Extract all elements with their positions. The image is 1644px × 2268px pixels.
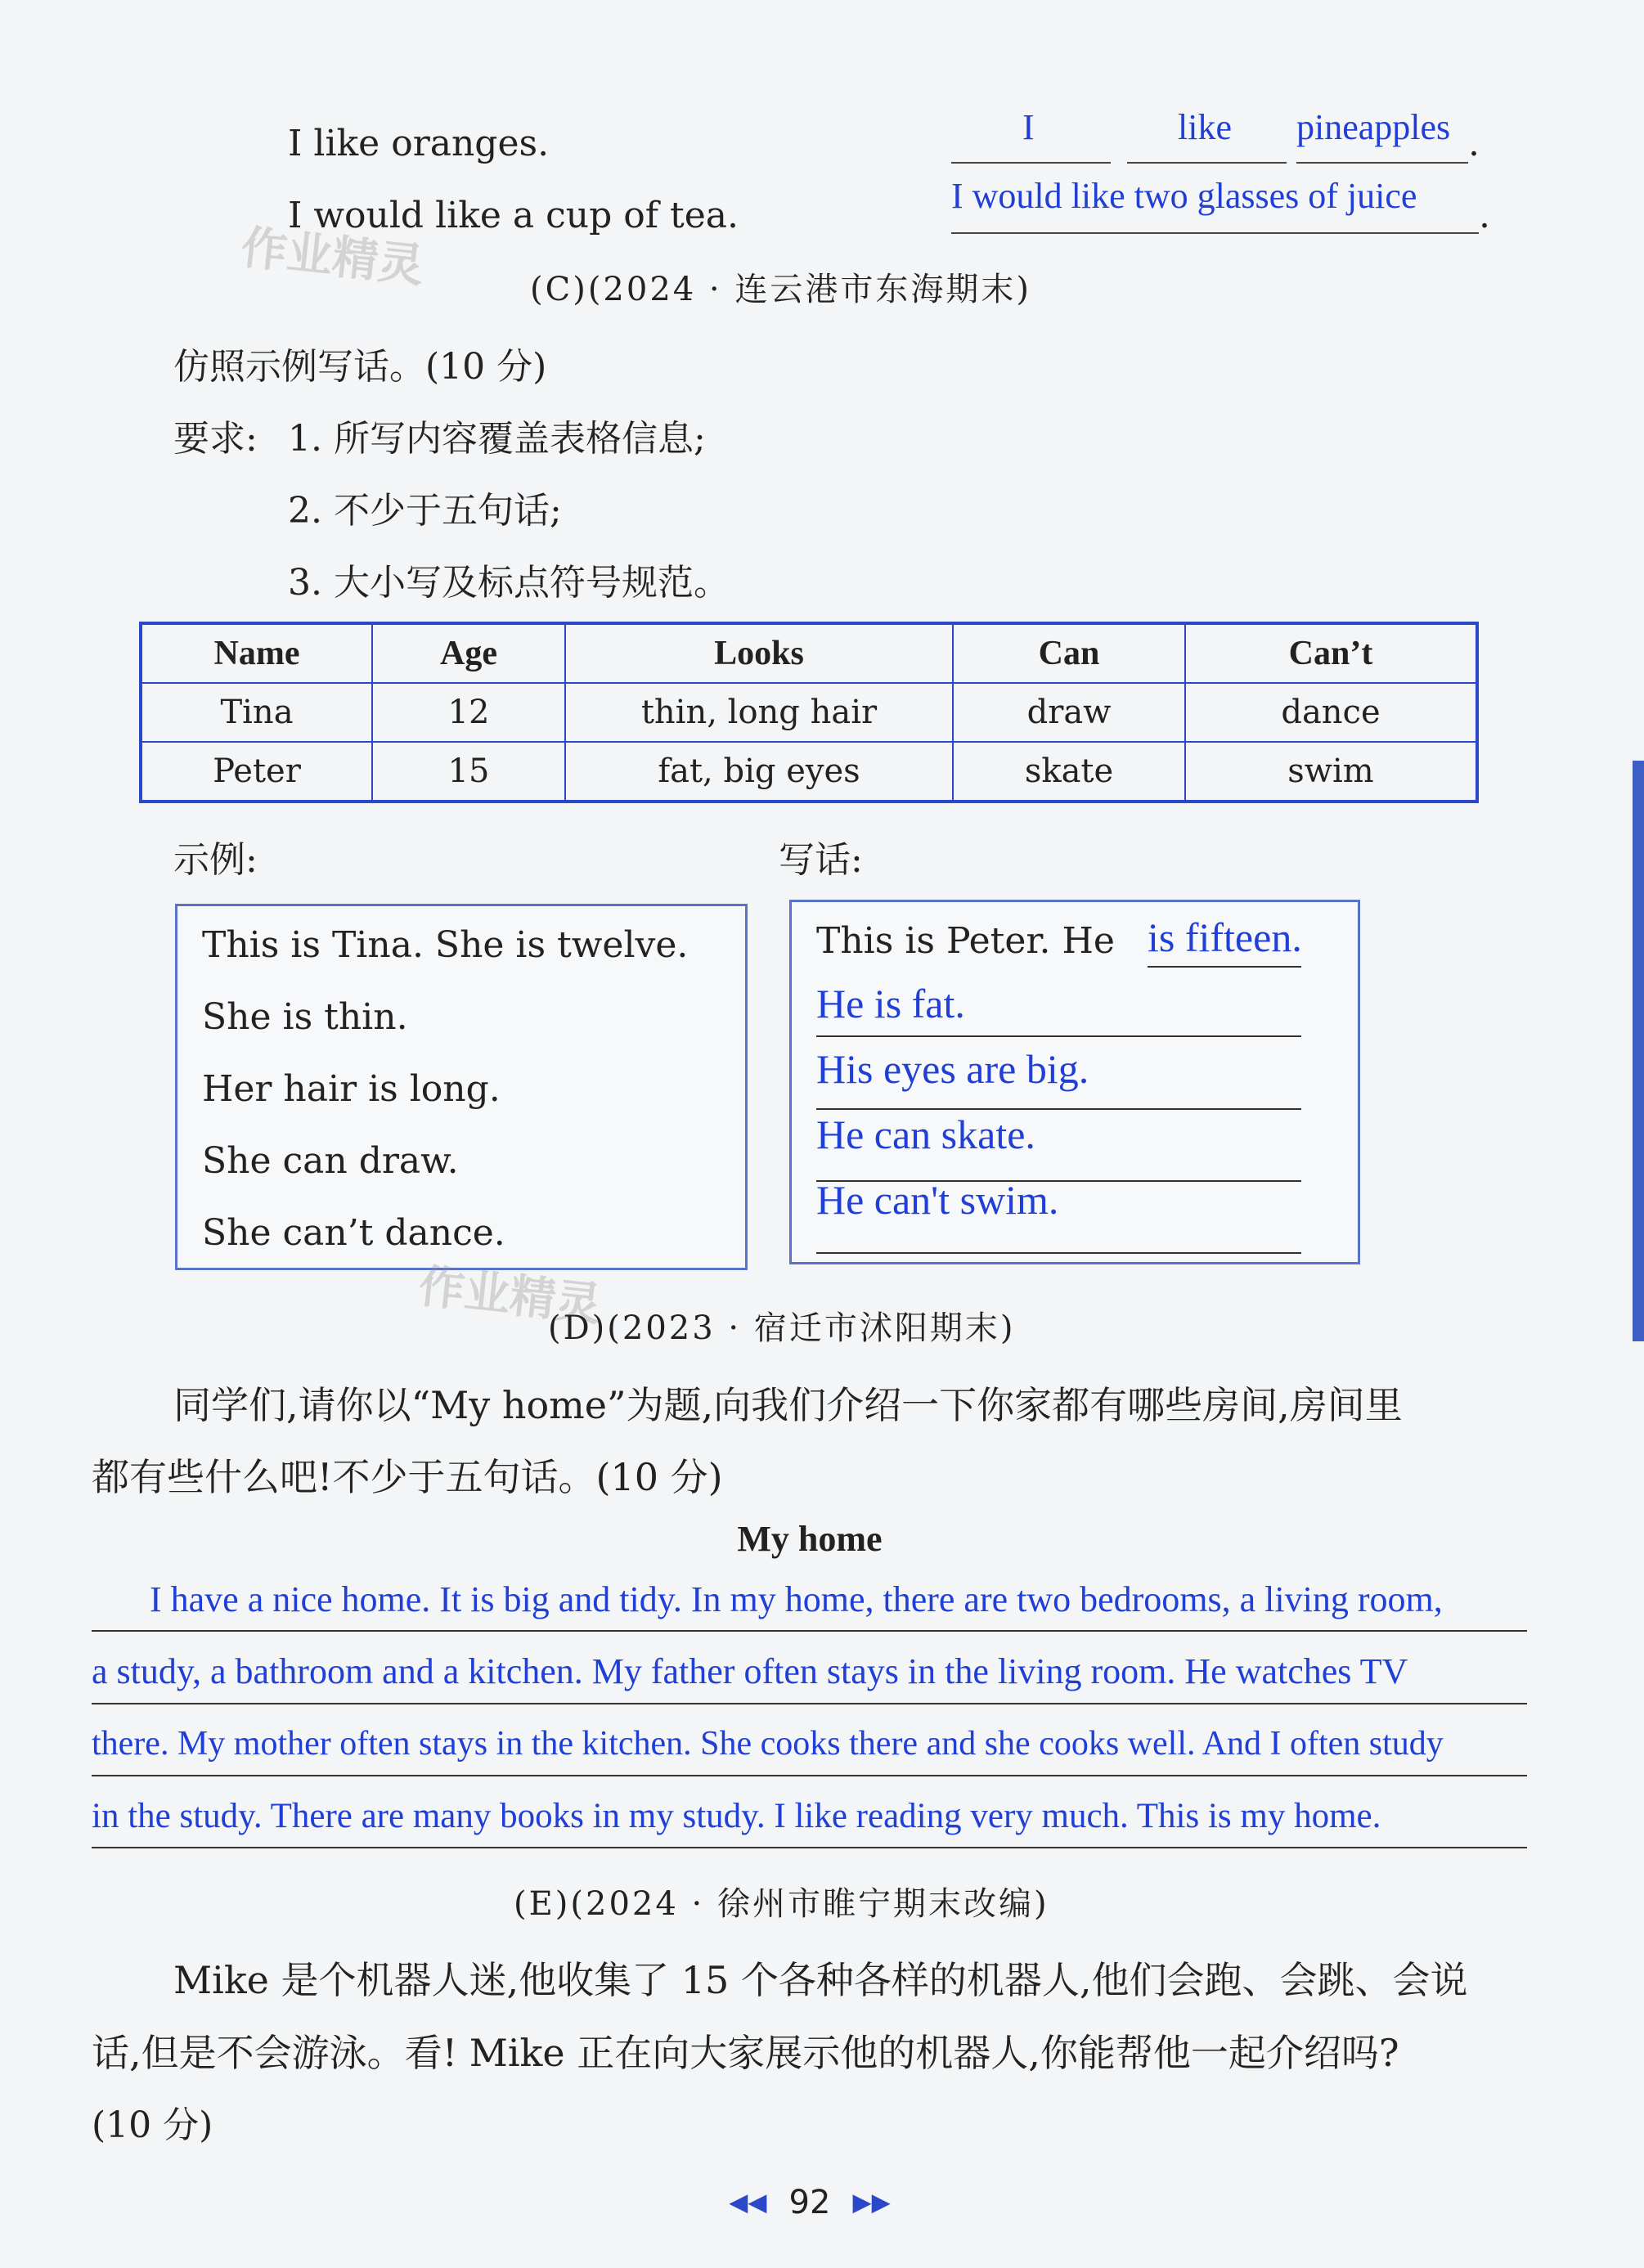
watermark: 作业精灵 — [238, 221, 427, 294]
cell: fat, big eyes — [565, 742, 953, 802]
cell: skate — [953, 742, 1185, 802]
blank-line — [951, 162, 1111, 164]
page-footer — [0, 2184, 1619, 2221]
section-e-line-3: (10 分) — [92, 2104, 213, 2146]
essay-rule — [92, 1703, 1527, 1704]
requirement-1: 1. 所写内容覆盖表格信息; — [288, 418, 706, 460]
essay-rule — [92, 1847, 1527, 1848]
writing-line — [816, 1035, 1301, 1037]
cell: dance — [1185, 683, 1477, 742]
section-e-line-2: 话,但是不会游泳。看! Mike 正在向大家展示他的机器人,你能帮他一起介绍吗? — [92, 2031, 1399, 2075]
table-row — [141, 742, 1477, 802]
watermark: 作业精灵 — [415, 1260, 604, 1332]
section-c-header: (C)(2024 · 连云港市东海期末) — [530, 271, 1031, 308]
period: . — [1479, 195, 1490, 236]
cell: 12 — [372, 683, 565, 742]
prompt-row2: I would like a cup of tea. — [288, 195, 739, 236]
header-looks: Looks — [565, 623, 953, 683]
table-row — [141, 683, 1477, 742]
essay-title: My home — [737, 1519, 883, 1559]
section-d-instruction-2: 都有些什么吧!不少于五句话。(10 分) — [92, 1455, 723, 1499]
header-cant: Can’t — [1185, 623, 1477, 683]
example-line: Her hair is long. — [202, 1068, 501, 1110]
header-age: Age — [372, 623, 565, 683]
blank-line — [1127, 162, 1287, 164]
cell: swim — [1185, 742, 1477, 802]
writing-answer: His eyes are big. — [816, 1046, 1089, 1092]
header-can: Can — [953, 623, 1185, 683]
cell: Tina — [141, 683, 372, 742]
essay-line: a study, a bathroom and a kitchen. My father often stays in the living room. He watches TV — [92, 1651, 1408, 1691]
requirement-2: 2. 不少于五句话; — [288, 490, 562, 532]
prev-arrows-icon: ◀◀ — [729, 2188, 767, 2217]
writing-label: 写话: — [779, 839, 863, 881]
answer-word-2: like — [1178, 107, 1232, 147]
edge-tab-bottom — [1633, 1014, 1644, 1341]
section-c-instruction: 仿照示例写话。(10 分) — [173, 346, 547, 388]
period: . — [1468, 123, 1480, 164]
example-label: 示例: — [173, 839, 258, 881]
answer-word-3: pineapples — [1296, 107, 1451, 147]
prompt-row1: I like oranges. — [288, 123, 550, 164]
cell: thin, long hair — [565, 683, 953, 742]
writing-answer: He can't swim. — [816, 1177, 1059, 1223]
example-line: She can draw. — [202, 1140, 459, 1182]
requirements-label: 要求: — [173, 418, 258, 460]
section-e-line-1: Mike 是个机器人迷,他收集了 15 个各种各样的机器人,他们会跑、会跳、会说 — [173, 1958, 1468, 2002]
writing-line — [1148, 966, 1301, 968]
answer-sentence: I would like two glasses of juice — [951, 176, 1417, 216]
writing-answer: He is fat. — [816, 981, 965, 1026]
essay-rule — [92, 1775, 1527, 1776]
essay-line: in the study. There are many books in my study. I like reading very much. This is my home. — [92, 1797, 1381, 1835]
cell: 15 — [372, 742, 565, 802]
section-d-header: (D)(2023 · 宿迁市沭阳期末) — [548, 1309, 1016, 1347]
writing-answer: He can skate. — [816, 1112, 1035, 1157]
essay-rule — [92, 1630, 1527, 1632]
blank-line — [1296, 162, 1468, 164]
writing-line — [816, 1252, 1301, 1254]
edge-tab-top — [1633, 761, 1644, 1014]
answer-word-1: I — [1022, 107, 1035, 147]
essay-line: I have a nice home. It is big and tidy. In my home, there are two bedrooms, a living room, — [150, 1579, 1443, 1619]
table-header-row — [141, 623, 1477, 683]
requirement-3: 3. 大小写及标点符号规范。 — [288, 562, 730, 604]
essay-line: there. My mother often stays in the kitchen. She cooks there and she cooks well. And I often study — [92, 1725, 1444, 1763]
writing-line — [816, 1108, 1301, 1110]
header-name: Name — [141, 623, 372, 683]
writing-prefix: This is Peter. He — [816, 920, 1115, 962]
next-arrows-icon: ▶▶ — [852, 2188, 891, 2217]
section-d-instruction-1: 同学们,请你以“My home”为题,向我们介绍一下你家都有哪些房间,房间里 — [173, 1383, 1403, 1427]
writing-box — [789, 900, 1360, 1264]
section-e-header: (E)(2024 · 徐州市睢宁期末改编) — [514, 1885, 1049, 1923]
example-line: She is thin. — [202, 996, 408, 1038]
info-table — [139, 622, 1479, 803]
cell: draw — [953, 683, 1185, 742]
cell: Peter — [141, 742, 372, 802]
example-line: This is Tina. She is twelve. — [202, 924, 689, 966]
example-line: She can’t dance. — [202, 1212, 505, 1254]
blank-line — [951, 232, 1479, 234]
example-box — [175, 904, 748, 1270]
page-number: 92 — [788, 2184, 831, 2221]
writing-answer: is fifteen. — [1148, 914, 1302, 960]
